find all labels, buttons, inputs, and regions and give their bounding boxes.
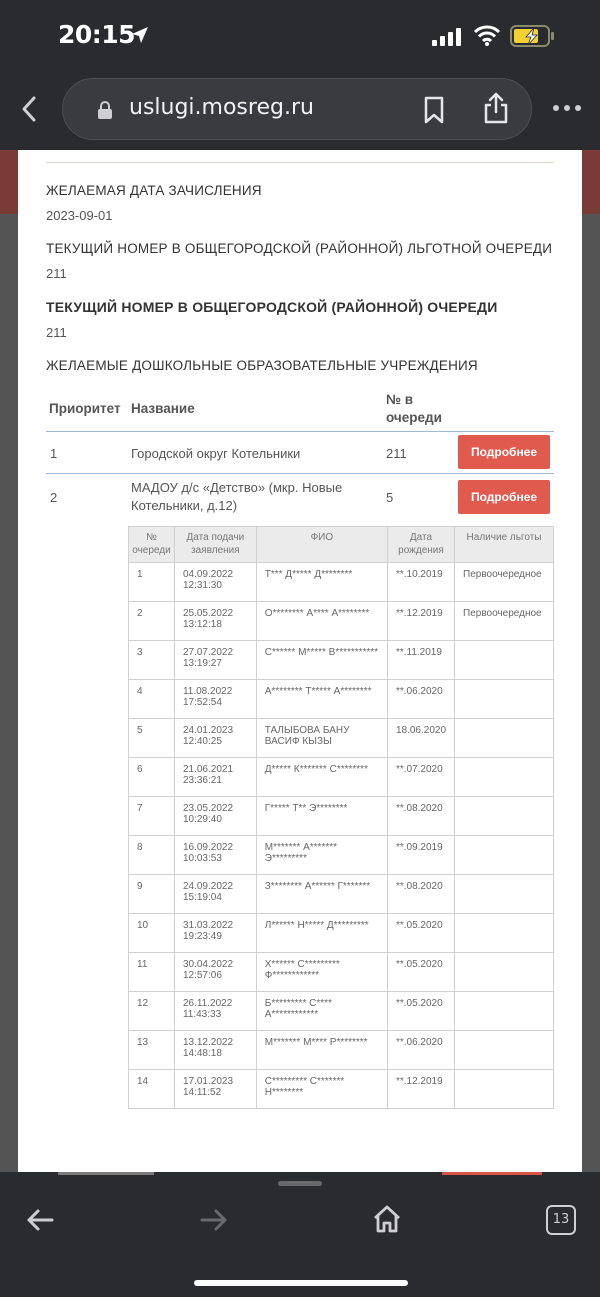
- column-name: Название: [131, 401, 195, 416]
- divider: [46, 162, 554, 163]
- queue-table-header: [129, 527, 554, 563]
- cell-benefit: Первоочередное: [455, 563, 554, 602]
- cell-queue-number: 8: [129, 836, 175, 875]
- cell-full-name: Б********* С**** А************: [256, 992, 387, 1031]
- column-queue-number-line1: № в: [386, 392, 414, 407]
- cell-submission-date: 04.09.2022 12:31:30: [174, 563, 256, 602]
- privileged-queue-number-value: 211: [46, 266, 67, 281]
- institution-2-name: МАДОУ д/с «Детство» (мкр. Новые Котельники, д.12): [131, 480, 343, 513]
- cell-benefit: [455, 758, 554, 797]
- bookmark-icon[interactable]: [423, 96, 445, 124]
- cell-benefit: [455, 875, 554, 914]
- cell-submission-date: 31.03.2022 19:23:49: [174, 914, 256, 953]
- table-row: [129, 758, 554, 797]
- cell-birth-date: **.10.2019: [387, 563, 454, 602]
- institution-2-priority: 2: [50, 490, 58, 505]
- cell-birth-date: **.12.2019: [387, 602, 454, 641]
- cell-full-name: М******* А******* Э*********: [256, 836, 387, 875]
- cell-birth-date: **.12.2019: [387, 1070, 454, 1109]
- cell-submission-date: 30.04.2022 12:57:06: [174, 953, 256, 992]
- cell-birth-date: 18.06.2020: [387, 719, 454, 758]
- table-row: [129, 875, 554, 914]
- cell-full-name: Г***** Т** Э********: [256, 797, 387, 836]
- cell-benefit: [455, 914, 554, 953]
- general-queue-number-value: 211: [46, 325, 67, 340]
- cell-birth-date: **.08.2020: [387, 875, 454, 914]
- table-row: [129, 1070, 554, 1109]
- status-bar: [0, 0, 600, 70]
- cell-birth-date: **.05.2020: [387, 914, 454, 953]
- privileged-queue-number-label: ТЕКУЩИЙ НОМЕР В ОБЩЕГОРОДСКОЙ (РАЙОННОЙ) ЛЬГОТНОЙ ОЧЕРЕДИ: [46, 241, 553, 256]
- cell-birth-date: **.06.2020: [387, 680, 454, 719]
- cell-full-name: З******** А****** Г*******: [256, 875, 387, 914]
- cell-submission-date: 21.06.2021 23:36:21: [174, 758, 256, 797]
- lock-icon: [97, 100, 113, 120]
- cell-submission-date: 26.11.2022 11:43:33: [174, 992, 256, 1031]
- cell-queue-number: 11: [129, 953, 175, 992]
- back-arrow-icon[interactable]: [26, 1208, 54, 1232]
- cell-benefit: [455, 953, 554, 992]
- cell-benefit: [455, 1070, 554, 1109]
- cell-benefit: [455, 797, 554, 836]
- cell-submission-date: 17.01.2023 14:11:52: [174, 1070, 256, 1109]
- institution-1-details-button[interactable]: Подробнее: [458, 435, 550, 469]
- row-divider: [46, 473, 554, 474]
- wifi-icon: [474, 24, 500, 46]
- table-row: [129, 680, 554, 719]
- cell-full-name: ТАЛЫБОВА БАНУ ВАСИФ КЫЗЫ: [256, 719, 387, 758]
- home-indicator[interactable]: [194, 1280, 408, 1286]
- browser-toolbar: [0, 70, 600, 150]
- cell-queue-number: 7: [129, 797, 175, 836]
- cell-queue-number: 4: [129, 680, 175, 719]
- desired-institutions-heading: ЖЕЛАЕМЫЕ ДОШКОЛЬНЫЕ ОБРАЗОВАТЕЛЬНЫЕ УЧРЕЖДЕНИЯ: [46, 358, 478, 373]
- cell-submission-date: 24.01.2023 12:40:25: [174, 719, 256, 758]
- cell-queue-number: 1: [129, 563, 175, 602]
- row-divider: [46, 431, 554, 432]
- cell-benefit: Первоочередное: [455, 602, 554, 641]
- table-row: [129, 836, 554, 875]
- cell-full-name: Л****** Н***** Д*********: [256, 914, 387, 953]
- cell-benefit: [455, 992, 554, 1031]
- institution-2-queue: 5: [386, 490, 394, 505]
- location-arrow-icon: [130, 25, 150, 45]
- cell-submission-date: 25.05.2022 13:12:18: [174, 602, 256, 641]
- home-icon[interactable]: [372, 1204, 402, 1234]
- cell-benefit: [455, 680, 554, 719]
- cell-queue-number: 13: [129, 1031, 175, 1070]
- cell-submission-date: 13.12.2022 14:48:18: [174, 1031, 256, 1070]
- backdrop-right: [582, 150, 600, 1172]
- page-peek-left: [58, 1172, 154, 1175]
- general-queue-number-label: ТЕКУЩИЙ НОМЕР В ОБЩЕГОРОДСКОЙ (РАЙОННОЙ) ОЧЕРЕДИ: [46, 299, 498, 315]
- share-icon[interactable]: [483, 92, 509, 124]
- header-benefit: Наличие льготы: [455, 527, 554, 563]
- cell-submission-date: 27.07.2022 13:19:27: [174, 641, 256, 680]
- cell-full-name: М******* М**** Р********: [256, 1031, 387, 1070]
- forward-arrow-icon[interactable]: [200, 1208, 228, 1232]
- institution-1-name: Городской округ Котельники: [131, 446, 301, 461]
- cell-submission-date: 23.05.2022 10:29:40: [174, 797, 256, 836]
- desired-enrollment-date-value: 2023-09-01: [46, 208, 113, 223]
- cell-birth-date: **.07.2020: [387, 758, 454, 797]
- cell-birth-date: **.05.2020: [387, 992, 454, 1031]
- cell-birth-date: **.05.2020: [387, 953, 454, 992]
- browser-bottom-bar: [0, 1172, 600, 1297]
- table-row: [129, 1031, 554, 1070]
- cell-birth-date: **.11.2019: [387, 641, 454, 680]
- application-details-modal: [18, 150, 582, 1172]
- column-priority: Приоритет: [49, 401, 121, 416]
- cell-queue-number: 10: [129, 914, 175, 953]
- backdrop-left: [0, 150, 18, 1172]
- header-full-name: ФИО: [256, 527, 387, 563]
- header-birth-date: Дата рождения: [387, 527, 454, 563]
- browser-back-chevron-icon[interactable]: [18, 94, 40, 124]
- cell-full-name: О******** А**** А********: [256, 602, 387, 641]
- cellular-signal-icon: [432, 28, 464, 46]
- backdrop-header-right: [582, 150, 600, 214]
- cell-benefit: [455, 719, 554, 758]
- backdrop-header-left: [0, 150, 18, 214]
- table-row: [129, 953, 554, 992]
- cell-full-name: Х****** С********* Ф************: [256, 953, 387, 992]
- cell-full-name: А******** Т***** А********: [256, 680, 387, 719]
- cell-queue-number: 6: [129, 758, 175, 797]
- cell-queue-number: 2: [129, 602, 175, 641]
- tabs-button[interactable]: 13: [546, 1205, 576, 1235]
- cell-benefit: [455, 836, 554, 875]
- queue-table: [128, 526, 554, 1109]
- institution-1-queue: 211: [386, 446, 407, 461]
- cell-queue-number: 14: [129, 1070, 175, 1109]
- table-row: [129, 563, 554, 602]
- header-queue-number: № очереди: [129, 527, 175, 563]
- institution-2-details-button[interactable]: Подробнее: [458, 480, 550, 514]
- table-row: [129, 797, 554, 836]
- cell-full-name: С****** М***** В***********: [256, 641, 387, 680]
- cell-queue-number: 5: [129, 719, 175, 758]
- cell-full-name: С********* С******* Н********: [256, 1070, 387, 1109]
- table-row: [129, 719, 554, 758]
- battery-charging-icon: [510, 24, 556, 48]
- more-options-icon[interactable]: [552, 104, 582, 112]
- cell-benefit: [455, 1031, 554, 1070]
- cell-benefit: [455, 641, 554, 680]
- cell-full-name: Т*** Д***** Д********: [256, 563, 387, 602]
- cell-queue-number: 9: [129, 875, 175, 914]
- cell-submission-date: 24.09.2022 15:19:04: [174, 875, 256, 914]
- column-queue-number-line2: очереди: [386, 410, 442, 425]
- cell-birth-date: **.06.2020: [387, 1031, 454, 1070]
- cell-submission-date: 11.08.2022 17:52:54: [174, 680, 256, 719]
- status-time: 20:15: [58, 20, 136, 49]
- cell-queue-number: 12: [129, 992, 175, 1031]
- table-row: [129, 602, 554, 641]
- table-row: [129, 641, 554, 680]
- table-row: [129, 914, 554, 953]
- cell-full-name: Д***** К******* С********: [256, 758, 387, 797]
- page-peek-right: [442, 1172, 542, 1175]
- address-bar[interactable]: [62, 78, 532, 140]
- sheet-handle[interactable]: [278, 1181, 322, 1186]
- cell-queue-number: 3: [129, 641, 175, 680]
- url-text: uslugi.mosreg.ru: [129, 95, 314, 120]
- institution-1-priority: 1: [50, 446, 58, 461]
- cell-submission-date: 16.09.2022 10:03:53: [174, 836, 256, 875]
- web-page: [0, 150, 600, 1172]
- cell-birth-date: **.09.2019: [387, 836, 454, 875]
- header-submission-date: Дата подачи заявления: [174, 527, 256, 563]
- cell-birth-date: **.08.2020: [387, 797, 454, 836]
- desired-enrollment-date-label: ЖЕЛАЕМАЯ ДАТА ЗАЧИСЛЕНИЯ: [46, 183, 262, 198]
- table-row: [129, 992, 554, 1031]
